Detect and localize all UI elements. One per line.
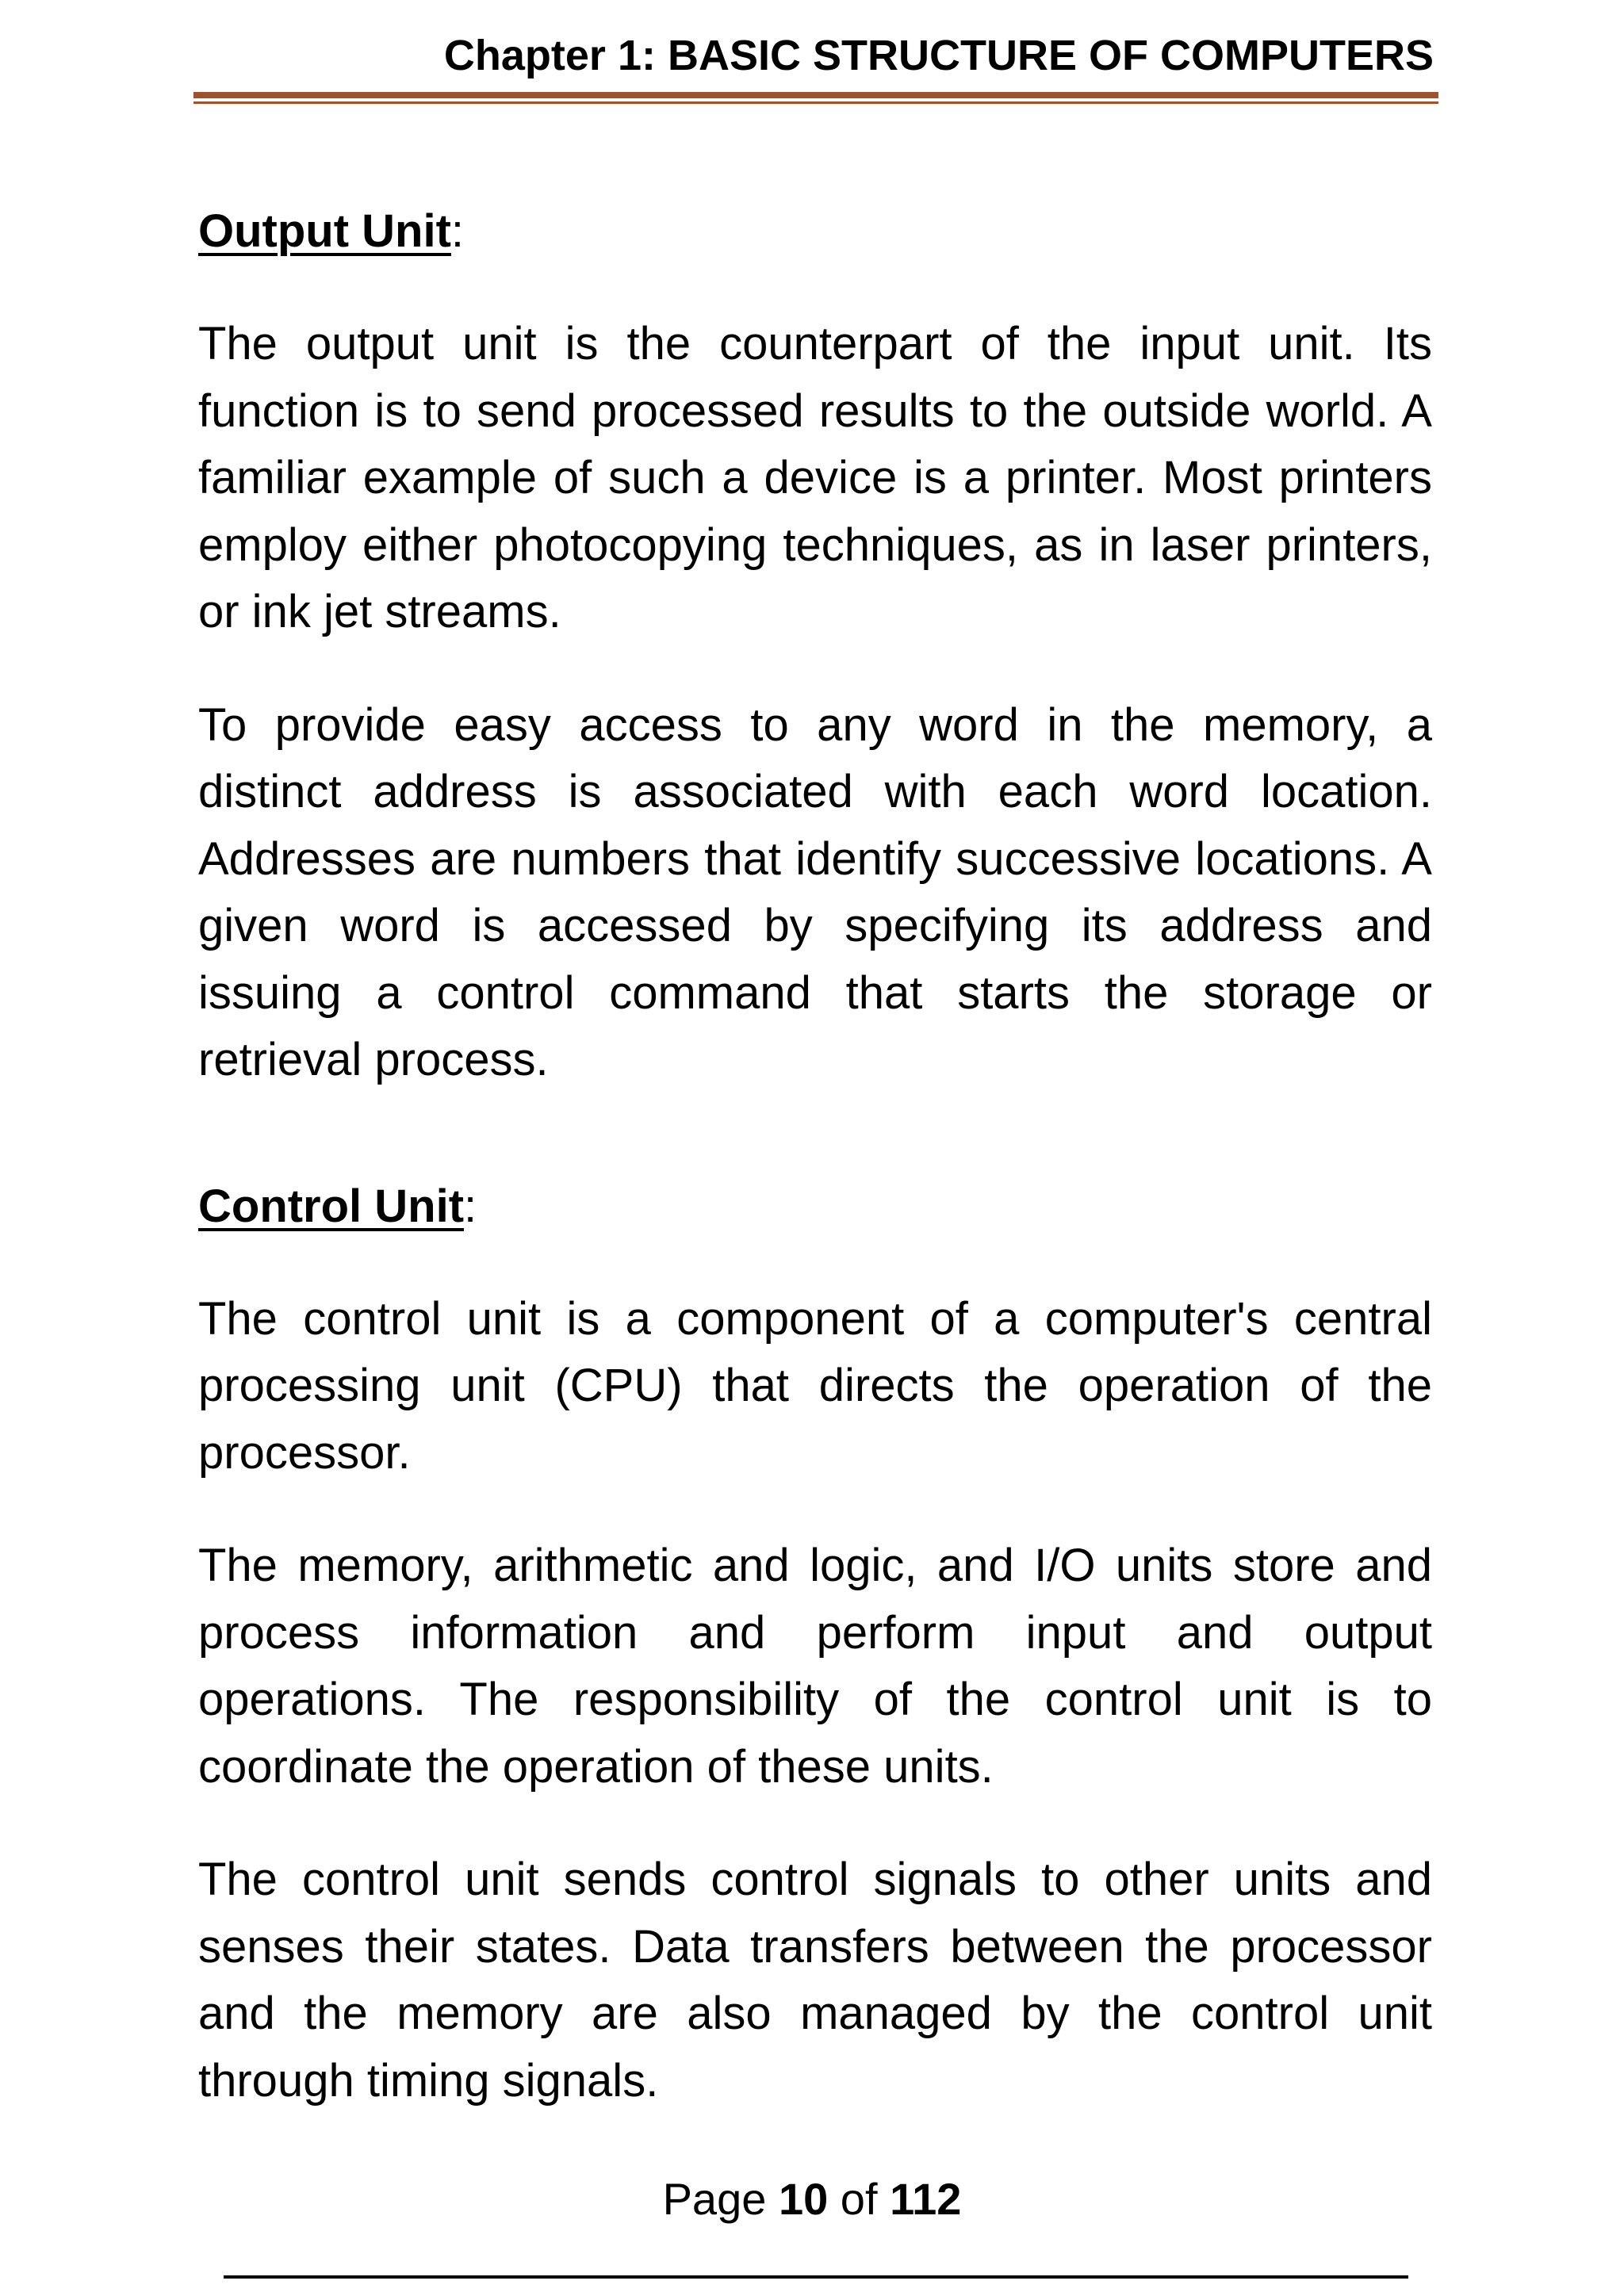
section-heading: [198, 198, 1432, 265]
paragraph: The control unit is a component of a computer's central processing unit (CPU) that directs the operation of the processor.: [198, 1292, 1432, 1479]
running-header: Chapter 1: BASIC STRUCTURE OF COMPUTERS: [443, 32, 1434, 79]
paragraph: The output unit is the counterpart of the input unit. Its function is to send processed results to the outside world. A familiar example of such a device is a printer. Most printers employ either photocopying techniques, as in laser printers, or ink jet streams.: [198, 318, 1432, 637]
section-heading-colon: :: [464, 1180, 477, 1232]
page-word: Page: [662, 2174, 767, 2224]
paragraph: The memory, arithmetic and logic, and I/O units store and process information and perform input and output operations. The responsibility of the control unit is to coordinate the operation of these units.: [198, 1540, 1432, 1793]
page-footer: [0, 2168, 1624, 2231]
section-control-unit: [198, 1173, 1432, 2115]
section-heading-colon: :: [450, 205, 465, 257]
section-heading: [198, 1173, 1432, 1240]
of-word: of: [840, 2174, 878, 2224]
section-output-unit: [198, 198, 1432, 1094]
section-heading-text: Control Unit: [198, 1180, 465, 1232]
footer-rule: [224, 2275, 1408, 2279]
header-rule-thin: [193, 101, 1438, 104]
header-rule: [193, 92, 1438, 98]
section-heading-text: Output Unit: [198, 205, 451, 257]
paragraph: To provide easy access to any word in the memory, a distinct address is associated with each word location. Addresses are numbers that identify successive locations. A given word is accessed by specifying its address and issuing a control command that starts the storage or retrieval process.: [198, 698, 1432, 1085]
page-content: [198, 198, 1432, 2114]
paragraph: The control unit sends control signals to other units and senses their states. Data transfers between the processor and the memory are also managed by the control unit through timing signals.: [198, 1854, 1432, 2107]
total-pages: 112: [890, 2174, 962, 2224]
page-number: 10: [778, 2174, 829, 2224]
